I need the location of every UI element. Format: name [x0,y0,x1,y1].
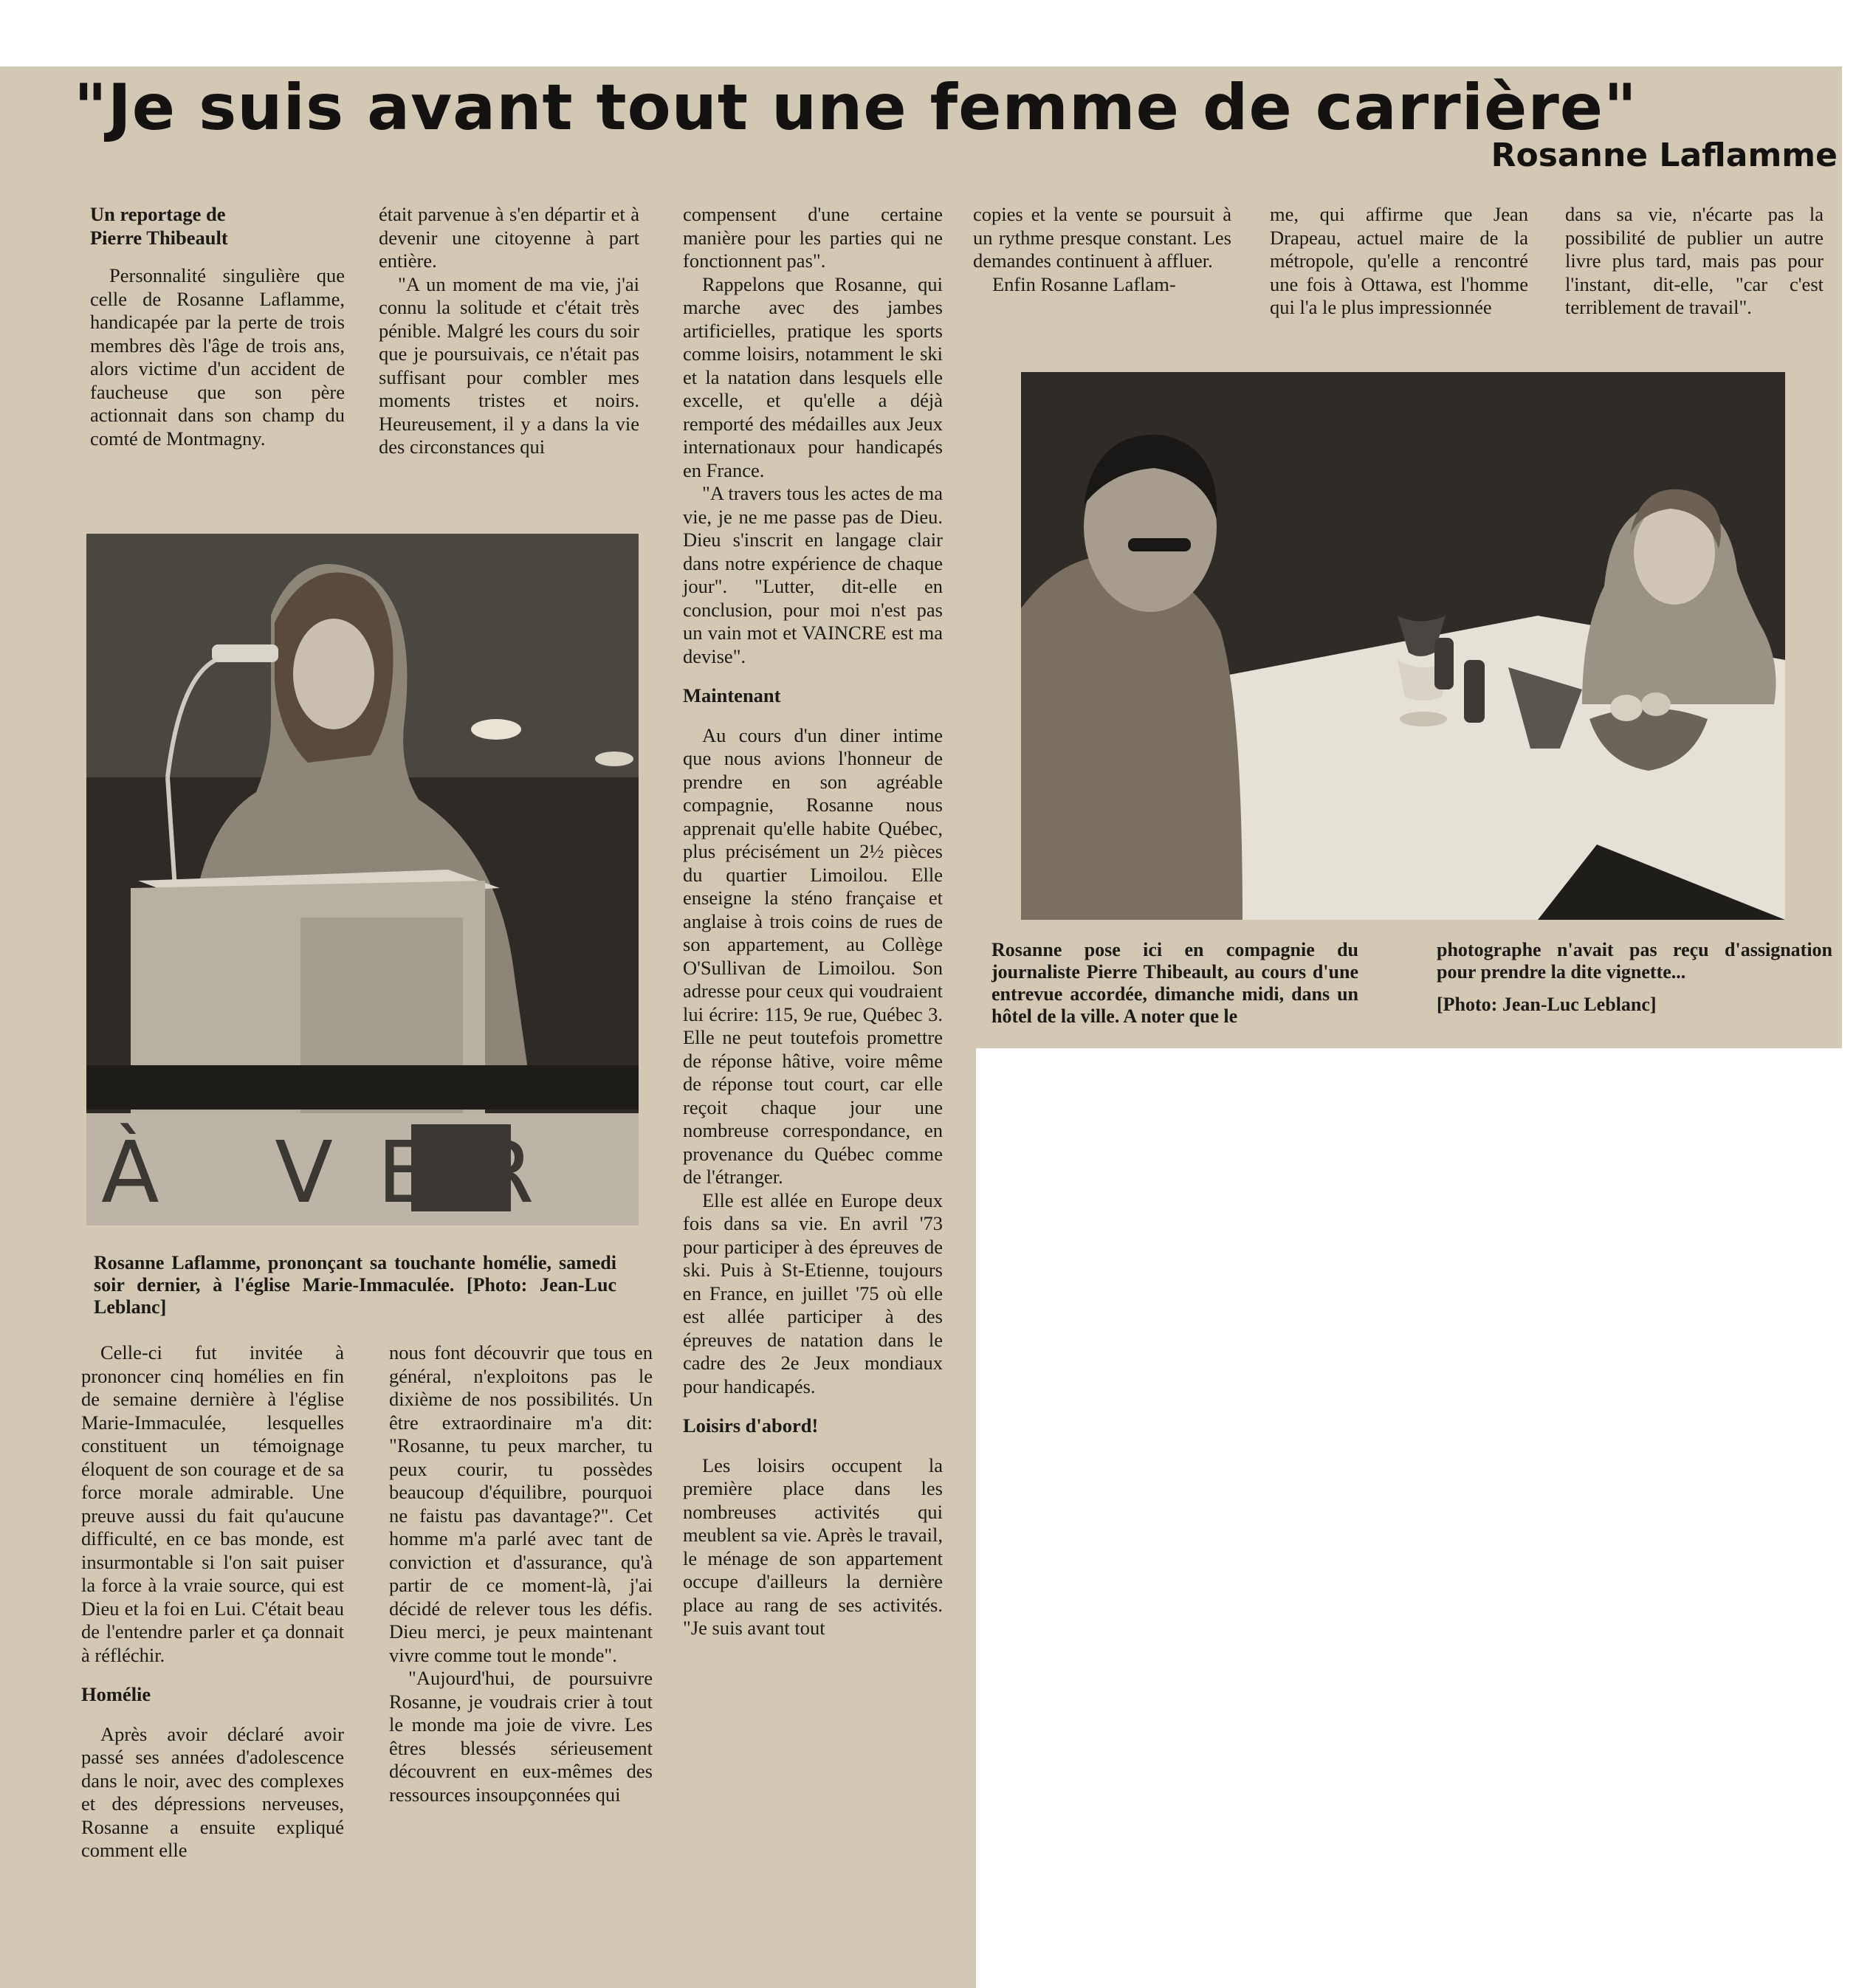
paragraph: Enfin Rosanne Laflam- [992,272,1176,295]
paragraph: compensent d'une certaine manière pour les parties qui ne fonctionnent pas". [683,203,943,272]
banner-text: À VER [101,1124,579,1222]
paragraph: Au cours d'un diner intime que nous avions l'honneur de prendre en son agréable compagnie, Rosanne nous apprenait qu'elle habite Québec, plus précisément un 2½ pièces du quartier Limoilou. Elle enseigne la sténo française et anglaise à trois coins de rues de son appartement, au Collège O'Sullivan de Limoilou. Son adresse pour ceux qui voudraient lui écrire: 115, 9e rue, Québec 3. Elle ne peut toutefois promettre de réponse hâtive, voire même de réponse tout court, car elle reçoit chaque jour une nombreuse correspondance, en provenance du Québec comme de l'étranger. [683,723,943,1188]
paragraph: "Aujourd'hui, de poursuivre Rosanne, je voudrais crier à tout le monde ma joie de vivre. Les êtres blessés sérieusement découvrent en eux-mêmes des ressources insoupçonnées qui [389,1667,653,1806]
paragraph: "A un moment de ma vie, j'ai connu la solitude et c'était très pénible. Malgré les cours du soir que je poursuivais, ce n'était pas suffisant pour combler mes moments tristes et noirs. Heureusement, il y a dans la vie des circonstances qui [379,272,639,458]
byline: Un reportage de Pierre Thibeault [90,203,228,249]
column-6 [1565,203,1824,320]
column-5 [1270,203,1528,320]
heading-homelie: Homélie [81,1683,151,1705]
paragraph: Elle est allée en Europe deux fois dans sa vie. En avril '73 pour participer à des épreuves de ski. Puis à St-Etienne, toujours en France, en juillet '75 où elle est allée participer à des épreuves de natation dans le cadre des 2e Jeux mondiaux pour handicapés. [683,1189,943,1397]
paragraph: copies et la vente se poursuit à un rythme presque constant. Les demandes continuent à affluer. [973,203,1231,272]
column-3 [683,203,943,1640]
heading-loisirs: Loisirs d'abord! [683,1414,819,1437]
paragraph: dans sa vie, n'écarte pas la possibilité de publier un autre livre plus tard, mais pas pour l'instant, dit-elle, "car c'est terriblement de travail". [1565,203,1824,318]
caption-dinner-right [1437,939,1832,1016]
caption-speaker: Rosanne Laflamme, prononçant sa touchante homélie, samedi soir dernier, à l'église Marie-Immaculée. [Photo: Jean-Luc Leblanc] [94,1252,616,1318]
photo-dinner-image [1021,372,1785,920]
caption-dinner-credit: [Photo: Jean-Luc Leblanc] [1437,994,1657,1015]
paragraph: Rappelons que Rosanne, qui marche avec des jambes artificielles, pratique les sports comme loisirs, notamment le ski et la natation dans lesquels elle excelle, et qu'elle a déjà remporté des médailles aux Jeux internationaux pour handicapés en France. [683,272,943,481]
column-b [389,1341,653,1806]
column-2 [379,203,639,459]
paragraph: me, qui affirme que Jean Drapeau, actuel maire de la métropole, qu'elle a rencontré une fois à Ottawa, est l'homme qui l'a le plus impressionnée [1270,203,1528,318]
photo-dinner [1021,372,1785,920]
paragraph: "A travers tous les actes de ma vie, je ne me passe pas de Dieu. Dieu s'inscrit en langage clair dans notre expérience de chaque jour". "Lutter, dit-elle en conclusion, pour moi n'est pas un vain mot et VAINCRE est ma devise". [683,482,943,667]
subhead: Rosanne Laflamme [1491,137,1838,174]
paragraph: Personnalité singulière que celle de Rosanne Laflamme, handicapée par la perte de trois membres dès l'âge de trois ans, alors victime d'un accident de faucheuse que son père actionnait dans son champ du comté de Montmagny. [90,264,345,450]
headline: "Je suis avant tout une femme de carrière" [74,71,1637,145]
paragraph: nous font découvrir que tous en général, n'exploitons pas le dixième de nos possibilités. Un être extraordinaire m'a dit: "Rosanne, tu peux marcher, tu peux courir, tu possèdes beaucoup d'équilibre, pourquoi ne faistu pas davantage?". Cet homme m'a parlé avec tant de conviction et d'assurance, qu'à partir de ce moment-là, j'ai décidé de relever tous les défis. Dieu merci, je peux maintenant vivre comme tout le monde". [389,1341,653,1666]
paragraph: Celle-ci fut invitée à prononcer cinq homélies en fin de semaine dernière à l'église Marie-Immaculée, lesquelles constituent un témoignage éloquent de son courage et de sa force morale admirable. Une preuve aussi du fait qu'aucune difficulté, en ce bas monde, est insurmontable si l'on sait puiser la force à la vraie source, qui est Dieu et la foi en Lui. C'était beau de l'entendre parler et ça donnait à réfléchir. [81,1341,344,1666]
paragraph: Après avoir déclaré avoir passé ses années d'adolescence dans le noir, avec des complexes et des dépressions nerveuses, Rosanne a ensuite expliqué comment elle [81,1722,344,1861]
caption-dinner-text: photographe n'avait pas reçu d'assignation pour prendre la dite vignette... [1437,939,1832,983]
paragraph: Les loisirs occupent la première place dans les nombreuses activités qui meublent sa vie. Après le travail, le ménage de son appartement occupe d'ailleurs la dernière place au rang de ses activités. "Je suis avant tout [683,1454,943,1639]
caption-dinner-left: Rosanne pose ici en compagnie du journaliste Pierre Thibeault, au cours d'une entrevue accordée, dimanche midi, dans un hôtel de la ville. A noter que le [991,939,1358,1027]
paragraph: était parvenue à s'en départir et à devenir une citoyenne à part entière. [379,203,639,272]
column-4 [973,203,1231,296]
column-a [81,1341,344,1863]
heading-maintenant: Maintenant [683,684,781,706]
column-1 [90,203,345,450]
photo-speaker-image [86,534,639,1225]
photo-speaker [86,534,639,1225]
